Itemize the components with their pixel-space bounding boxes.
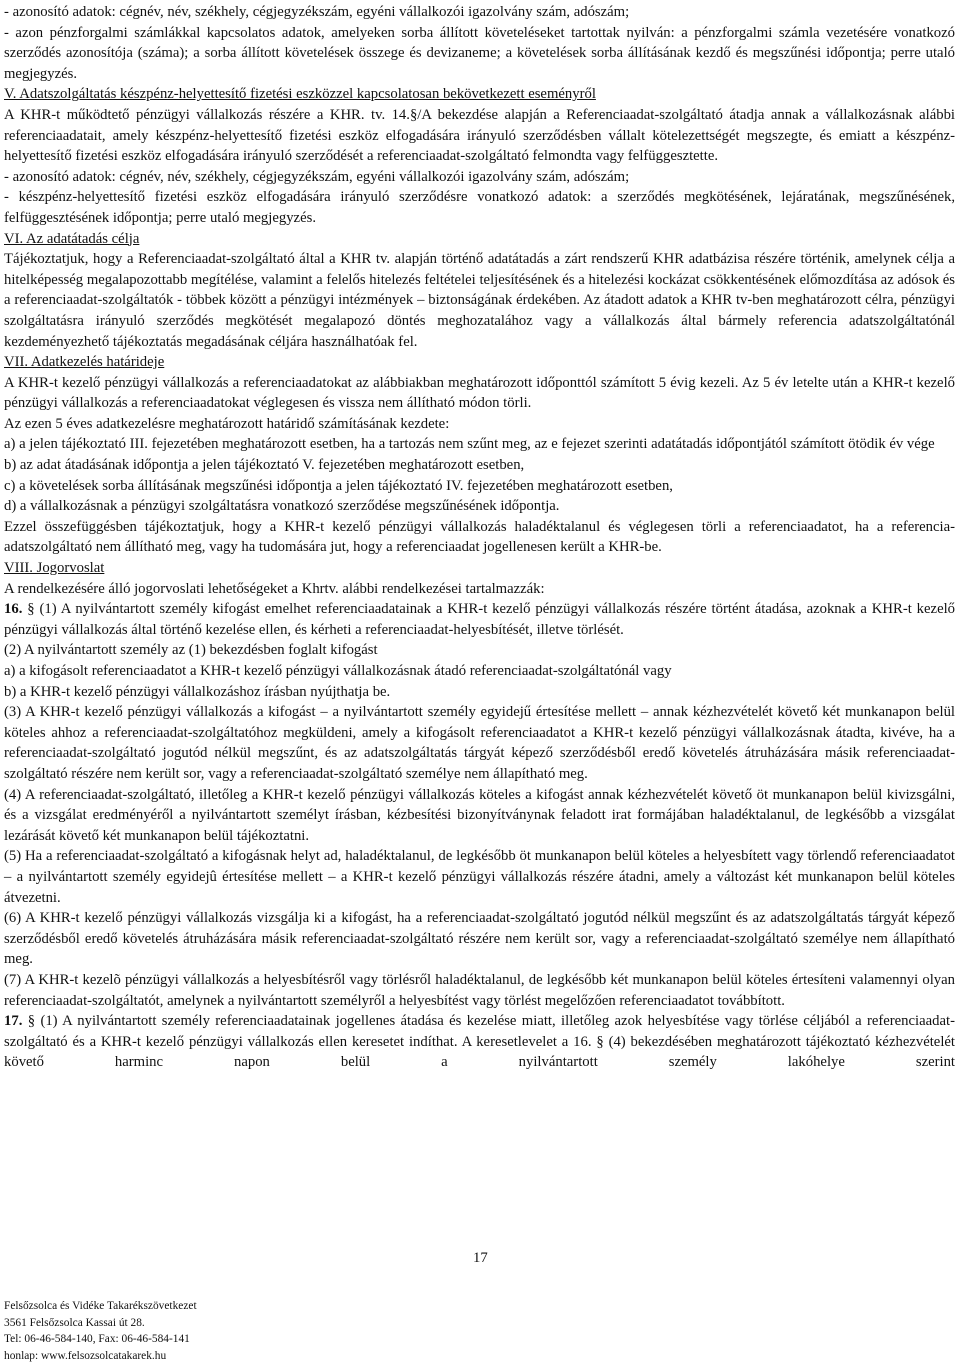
section-heading-viii: [4, 558, 955, 579]
section-viii-intro: A rendelkezésére álló jogorvoslati lehetőségeket a Khrtv. alábbi rendelkezései tartalmazzák:: [4, 580, 545, 597]
section-vii-deletion-text: Ezzel összefüggésben tájékoztatjuk, hogy a KHR-t kezelő pénzügyi vállalkozás haladéktalanul és véglegesen törli a referenciaadatot, ha a referencia-adatszolgáltató nem állítható meg, vagy ha tudomására jut, hogy a referenciaadat jogellenesen került a KHR-be.: [4, 518, 955, 556]
paragraph-16-3: (3) A KHR-t kezelő pénzügyi vállalkozás a kifogást – a nyilvántartott személy egyidejű értesítése mellett – annak kézhezvételét követő két munkanapon belül köteles ahhoz a referenciaadat-szolgáltatóhoz megküldeni, amely a kifogásolt referenciaadatot a KHR-t kezelő pénzügyi vállalkozásnak átadta, kivéve, ha a referenciaadat-szolgáltató jogutód nélkül megszűnt, és az adatszolgáltatás tárgyát képező szerződésből eredő követelés átruházására másik referenciaadat-szolgáltató részére nem került sor, vagy a referenciaadat-szolgáltató személye nem állapítható meg.: [4, 704, 955, 782]
paragraph-17-text: § (1) A nyilvántartott személy referenciaadatainak jogellenes átadása és kezelése miatt, illetőleg azok helyesbítése vagy törlése céljából a referenciaadat-szolgáltató és a KHR-t kezelő pénzügyi vállalkozás ellen keresetet indíthat. A keresetlevelet a 16. § (4) bekezdésében meghatározott tájékoztató kézhezvételét követő harminc napon belül a nyilvántartott személy lakóhelye szerint: [4, 1013, 955, 1071]
section-vii-item-d: d) a vállalkozásnak a pénzügyi szolgáltatásra vonatkozó szerződése megszűnésének időpontja.: [4, 498, 560, 515]
paragraph-16-text: § (1) A nyilvántartott személy kifogást emelhet referenciaadatainak a KHR-t kezelő pénzügyi vállalkozás részére történt átadása, azoknak a KHR-t kezelő pénzügyi vállalkozás által történő kezelése ellen, és kérheti a referenciaadat-helyesbítését, illetve törlését.: [4, 601, 956, 638]
paragraph-identification-data: - azonosító adatok: cégnév, név, székhely, cégjegyzékszám, egyéni vállalkozói igazolvány szám, adószám;: [4, 4, 630, 20]
paragraph-16-4: (4) A referenciaadat-szolgáltató, illetőleg a KHR-t kezelő pénzügyi vállalkozás köteles a kifogást annak kézhezvételét követő öt munkanapon belül kivizsgálni, és a vizsgálat eredményéről a nyilvántartott személyt írásban, kézbesítési bizonyítványnak feladott irat formájában haladéktalanul, de legkésőbb a vizsgálat lezárását követő két munkanapon belül tájékoztatni.: [4, 786, 955, 844]
paragraph-16-2: (2) A nyilvántartott személy az (1) bekezdésben foglalt kifogást: [4, 642, 378, 659]
paragraph-16-7: (7) A KHR-t kezelõ pénzügyi vállalkozás a helyesbítésről vagy törlésről haladéktalanul, de legkésőbb két munkanapon belül köteles értesíteni valamennyi olyan referenciaadat-szolgáltatót, amelynek a nyilvántartott személyről a helyesbítést vagy törlést megelőzően referenciaadatot továbbított.: [4, 971, 955, 1009]
page-number: 17: [473, 1250, 488, 1266]
section-heading-vi-text: VI. Az adatátadás célja: [4, 230, 140, 247]
section-vii-item-b: b) az adat átadásának időpontja a jelen tájékoztató V. fejezetében meghatározott esetben,: [4, 457, 525, 474]
footer-website: honlap: www.felsozsolcatakarek.hu: [4, 1349, 167, 1362]
paragraph-16-5: (5) Ha a referenciaadat-szolgáltató a kifogásnak helyt ad, haladéktalanul, de legkésőbb öt munkanapon belül köteles a helyesbített vagy törlendő referenciaadatot – a nyilvántartott személy egyidejû értesítése mellett – a KHR-t kezelő pénzügyi vállalkozás részére átadni, amely a változást két munkanapon belül köteles átvezetni.: [4, 848, 955, 906]
section-vii-item-a: a) a jelen tájékoztató III. fejezetében meghatározott esetben, ha a tartozás nem szűnt meg, az e fejezet szerinti adatátadás időpontjától számított ötödik év vége: [4, 436, 935, 453]
section-v-item-identification: - azonosító adatok: cégnév, név, székhely, cégjegyzékszám, egyéni vállalkozói igazolvány szám, adószám;: [4, 168, 630, 185]
paragraph-16-2-b: b) a KHR-t kezelő pénzügyi vállalkozáshoz írásban nyújthatja be.: [4, 683, 391, 700]
footer-address: 3561 Felsőzsolca Kassai út 28.: [4, 1316, 145, 1329]
section-heading-viii-text: VIII. Jogorvoslat: [4, 560, 105, 577]
paragraph-16-2-a: a) a kifogásolt referenciaadatot a KHR-t kezelő pénzügyi vállalkozásnak átadó referenciaadat-szolgáltatónál vagy: [4, 663, 672, 679]
section-vii-text: A KHR-t kezelő pénzügyi vállalkozás a referenciaadatokat az alábbiakban meghatározott időponttól számított 5 évig kezeli. Az 5 év letelte után a KHR-t kezelő pénzügyi vállalkozás a referenciaadatokat véglegesen és vissza nem állítható módon törli.: [4, 374, 955, 412]
section-heading-v: V. Adatszolgáltatás készpénz-helyettesítő fizetési eszközzel kapcsolatosan bekövetkezett eseményről: [4, 86, 596, 103]
paragraph-16: [4, 599, 955, 640]
section-vii-item-c: c) a követelések sorba állításának megszűnési időpontja a jelen tájékoztató IV. fejezetében meghatározott esetben,: [4, 477, 673, 494]
section-v-text: A KHR-t működtető pénzügyi vállalkozás részére a KHR. tv. 14.§/A bekezdése alapján a Referenciaadat-szolgáltató átadja annak a vállalkozásnak alábbi referenciaadatait, amely készpénz-helyettesítő fizetési eszköz elfogadására irányuló szerződésben vállalt kötelezettségét megszegte, és emiatt a készpénz-helyettesítő fizetési eszköz elfogadására irányuló szerződését a referenciaadat-szolgáltató felmondta vagy felfüggesztette.: [4, 106, 955, 165]
section-vi-text: Tájékoztatjuk, hogy a Referenciaadat-szolgáltató által a KHR tv. alapján történő adatátadás a zárt rendszerű KHR adatbázisa részére történik, amelynek célja a hitelképesség megalapozottabb megítélése, valamint a felelős hitelezés feltételei teljesítésének és a hitelezési kockázat csökkentésének előmozdítása az adósok és a referenciaadat-szolgáltatók - többek között a pénzügyi intézmények – biztonságának érdekében. Az átadott adatok a KHR tv-ben meghatározott célra, pénzügyi szolgáltatásra irányuló szerződés megkötését megalapozó döntés meghozatalához vagy a vállalkozás által bármely referencia adatszolgáltatónál kezdeményezhető tájékoztatás megadásának céljára használhatóak fel.: [4, 251, 955, 350]
section-v-item-contract: - készpénz-helyettesítő fizetési eszköz elfogadására irányuló szerződésre vonatkozó adatok: a szerződés megkötésének, lejáratának, megszűnésének, felfüggesztésének időpontja; perre utaló megjegyzés.: [4, 189, 955, 226]
paragraph-17: [4, 1011, 955, 1073]
section-vii-deadline-intro: Az ezen 5 éves adatkezelésre meghatározott határidő számításának kezdete:: [4, 415, 450, 432]
paragraph-16-6: (6) A KHR-t kezelő pénzügyi vállalkozás vizsgálja ki a kifogást, ha a referenciaadat-szolgáltató jogutód nélkül megszűnt és az adatszolgáltatás tárgyát képező szerződésből eredő követelés átruházására másik referenciaadat-szolgáltató részére nem került sor, vagy a referenciaadat-szolgáltató személye nem állapítható meg.: [4, 910, 955, 968]
section-heading-vii: [4, 352, 955, 373]
paragraph-16-number: 16.: [4, 601, 23, 618]
document-body: [4, 2, 955, 1073]
footer-phone-fax: Tel: 06-46-584-140, Fax: 06-46-584-141: [4, 1333, 190, 1345]
paragraph-payment-accounts: - azon pénzforgalmi számlákkal kapcsolatos adatok, amelyeken sorba állított követeléseket tartottak nyilván: a pénzforgalmi számla vezetésére vonatkozó szerződés azonosítója (száma); a sorba állított követelések összege és devizaneme; a követelések sorba állításának kezdő és megszűnési időpontja; perre utaló megjegyzés.: [4, 24, 955, 82]
section-heading-vi: [4, 229, 955, 250]
footer: [4, 1298, 197, 1364]
footer-company-name: Felsőzsolca és Vidéke Takarékszövetkezet: [4, 1300, 197, 1312]
paragraph-17-number: 17.: [4, 1013, 23, 1030]
section-heading-vii-text: VII. Adatkezelés határideje: [4, 354, 165, 371]
